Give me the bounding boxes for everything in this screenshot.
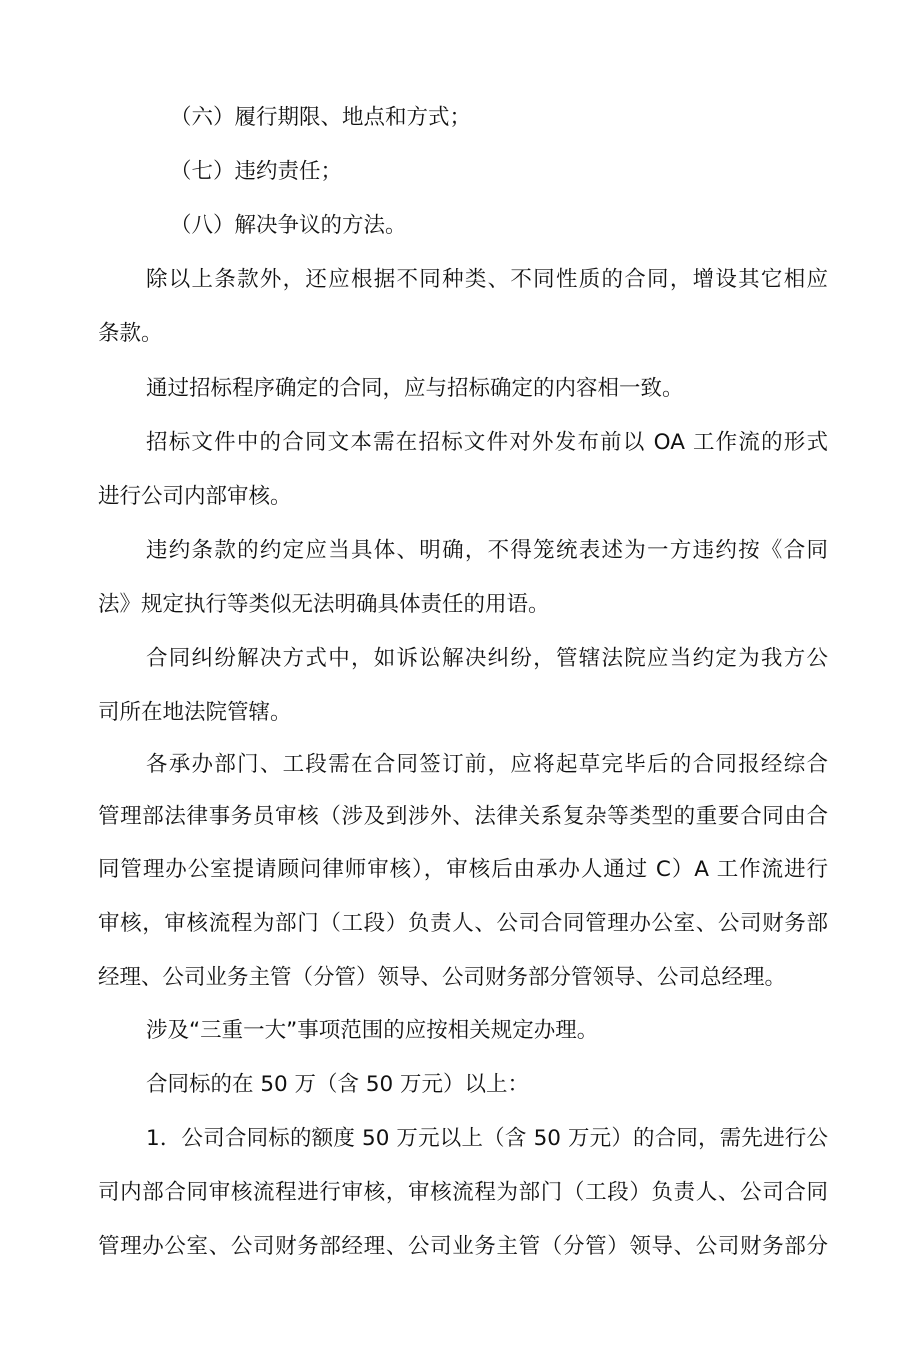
paragraph-line: 司所在地法院管辖。	[98, 700, 292, 725]
paragraph-line: 违约条款的约定应当具体、明确，不得笼统表述为一方违约按《合同	[146, 538, 828, 563]
paragraph-line: 1．公司合同标的额度 50 万元以上（含 50 万元）的合同，需先进行公	[146, 1126, 828, 1151]
paragraph-line: 进行公司内部审核。	[98, 484, 292, 509]
paragraph-line: 法》规定执行等类似无法明确具体责任的用语。	[98, 592, 550, 617]
paragraph-line: 通过招标程序确定的合同，应与招标确定的内容相一致。	[146, 376, 684, 401]
paragraph-line: 除以上条款外，还应根据不同种类、不同性质的合同，增设其它相应	[146, 267, 828, 292]
paragraph-line: 合同标的在 50 万（含 50 万元）以上：	[146, 1072, 530, 1097]
paragraph-line: 同管理办公室提请顾问律师审核），审核后由承办人通过 C）A 工作流进行	[98, 857, 828, 882]
list-item-8: （八）解决争议的方法。	[170, 213, 407, 238]
paragraph-line: 各承办部门、工段需在合同签订前，应将起草完毕后的合同报经综合	[146, 752, 828, 777]
paragraph-line: 管理部法律事务员审核（涉及到涉外、法律关系复杂等类型的重要合同由合	[98, 804, 828, 829]
paragraph-line: 涉及“三重一大”事项范围的应按相关规定办理。	[146, 1018, 599, 1043]
list-item-7: （七）违约责任；	[170, 159, 343, 184]
paragraph-line: 经理、公司业务主管（分管）领导、公司财务部分管领导、公司总经理。	[98, 965, 787, 990]
paragraph-line: 招标文件中的合同文本需在招标文件对外发布前以 OA 工作流的形式	[146, 430, 828, 455]
list-item-6: （六）履行期限、地点和方式；	[170, 105, 472, 130]
paragraph-line: 合同纠纷解决方式中，如诉讼解决纠纷，管辖法院应当约定为我方公	[146, 646, 828, 671]
paragraph-line: 司内部合同审核流程进行审核，审核流程为部门（工段）负责人、公司合同	[98, 1180, 828, 1205]
paragraph-line: 管理办公室、公司财务部经理、公司业务主管（分管）领导、公司财务部分	[98, 1234, 828, 1259]
paragraph-line: 审核，审核流程为部门（工段）负责人、公司合同管理办公室、公司财务部	[98, 911, 828, 936]
paragraph-line: 条款。	[98, 321, 163, 346]
